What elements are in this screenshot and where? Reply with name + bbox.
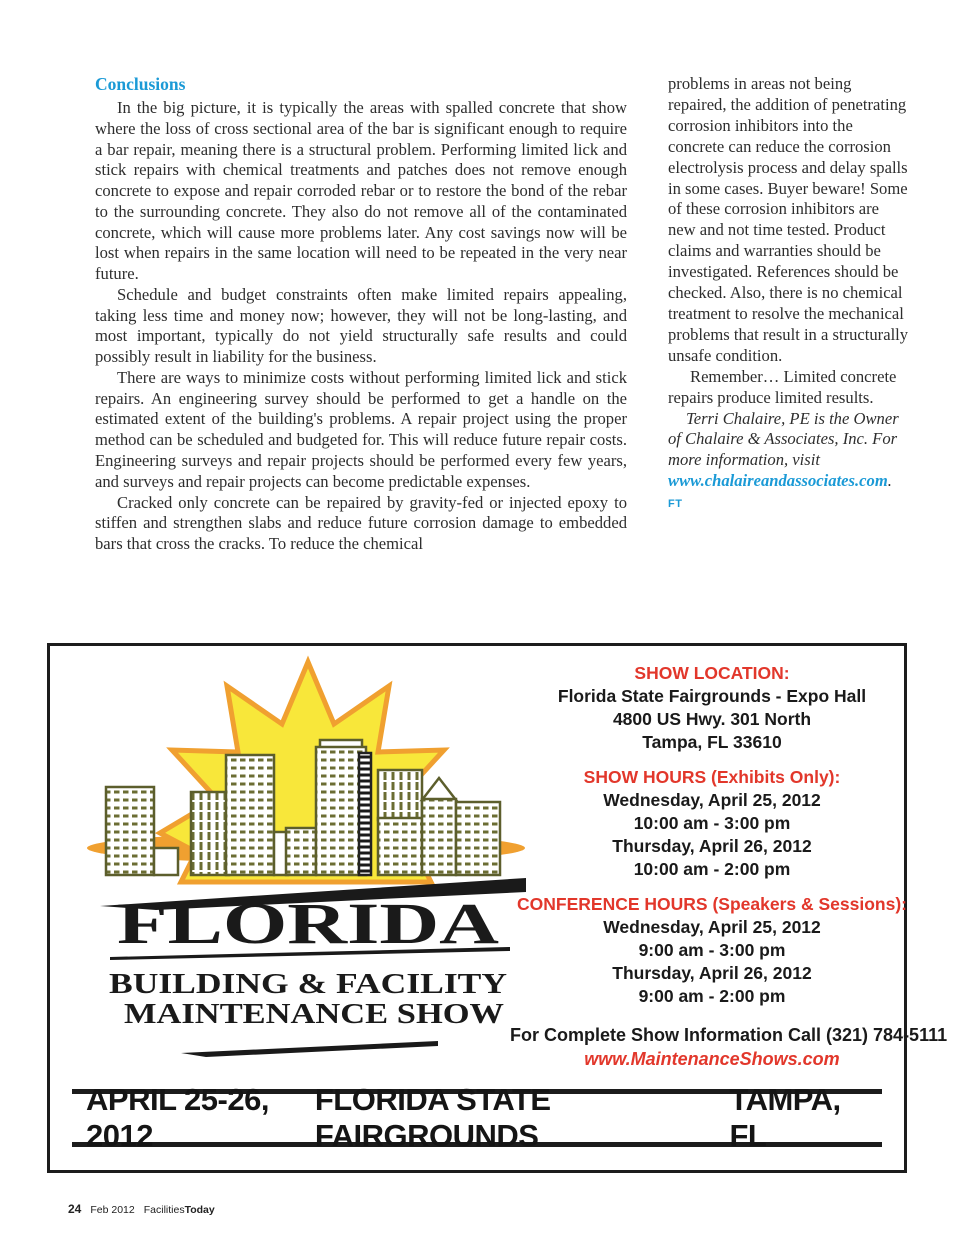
article-paragraph: Schedule and budget constraints often make limited repairs appealing, taking less time and money now; however, they will not be long-lasting, and most important, typically do not yield structurally safe results and could possibly result in liability for the business.	[95, 284, 627, 367]
brand-bold: Today	[184, 1204, 215, 1216]
hours-line: Wednesday, April 25, 2012	[603, 917, 821, 937]
page-footer	[68, 1202, 215, 1216]
logo-building-facility-text: BUILDING & FACILITY	[109, 969, 507, 1000]
florida-show-logo	[86, 652, 526, 1082]
author-website-link[interactable]: www.chalaireandassociates.com	[668, 471, 888, 491]
magazine-brand	[144, 1204, 215, 1216]
article-paragraph: problems in areas not being repaired, the addition of penetrating corrosion inhibitors into the concrete can reduce the corrosion electrolysis process and delay spalls in some cases. Buyer beware! Some of these corrosion inhibitors are new and not time tested. Product claims and warranties should be investigated. References should be checked. Also, there is no chemical treatment to resolve the mechanical problems that result in a structurally unsafe condition.	[668, 74, 909, 365]
logo-florida-text: FLORIDA	[117, 891, 500, 956]
banner-date: APRIL 25-26, 2012	[86, 1082, 269, 1153]
hours-line: 9:00 am - 2:00 pm	[638, 986, 786, 1006]
hours-line: 9:00 am - 3:00 pm	[638, 940, 786, 960]
info-phone-line: For Complete Show Information Call (321) 784-5111	[510, 1025, 948, 1045]
section-heading: Conclusions	[95, 74, 186, 94]
byline-text: Terri Chalaire, PE is the Owner of Chalaire & Associates, Inc. For more information, visit	[668, 408, 899, 470]
article-right-column	[668, 74, 910, 513]
hours-line: 10:00 am - 3:00 pm	[633, 813, 791, 833]
show-location-heading: SHOW LOCATION:	[634, 663, 790, 683]
banner-city: TAMPA, FL	[729, 1082, 841, 1153]
banner-venue: FLORIDA STATE FAIRGROUNDS	[314, 1082, 551, 1153]
venue-line: Florida State Fairgrounds - Expo Hall	[557, 686, 867, 706]
hours-line: 10:00 am - 2:00 pm	[633, 859, 791, 879]
show-website-link[interactable]: www.MaintenanceShows.com	[584, 1049, 840, 1069]
issue-date: Feb 2012	[90, 1204, 135, 1216]
article-end-mark: FT	[668, 498, 683, 511]
byline-period: .	[887, 471, 892, 491]
bottom-swoosh-rule	[181, 1041, 438, 1057]
page-number: 24	[68, 1202, 82, 1216]
conference-hours-heading: CONFERENCE HOURS (Speakers & Sessions):	[517, 894, 907, 914]
show-info-panel	[510, 662, 948, 1071]
hours-line: Thursday, April 26, 2012	[612, 836, 812, 856]
article-paragraph: Cracked only concrete can be repaired by gravity-fed or injected epoxy to stiffen and strengthen slabs and reduce future corrosion damage to embedded bars that cross the cracks. To reduce the chemical	[95, 492, 627, 554]
brand-regular: Facilities	[143, 1204, 185, 1216]
article-paragraph: Remember… Limited concrete repairs produce limited results.	[668, 366, 897, 407]
article-left-column	[95, 74, 627, 555]
logo-maintenance-show-text: MAINTENANCE SHOW	[124, 999, 504, 1030]
city-line: Tampa, FL 33610	[642, 732, 782, 752]
hours-line: Thursday, April 26, 2012	[612, 963, 812, 983]
hours-line: Wednesday, April 25, 2012	[603, 790, 821, 810]
author-byline	[668, 409, 910, 514]
article-paragraph: There are ways to minimize costs without performing limited lick and stick repairs. An engineering survey should be performed to get a handle on the estimated extent of the building's problems. A repair project using the proper method can be scheduled and budgeted for. This will reduce future repair costs. Engineering surveys and repair projects should be performed every few years, and surveys and repair projects can become predictable expenses.	[95, 367, 627, 491]
tradeshow-ad	[47, 643, 948, 1173]
address-line: 4800 US Hwy. 301 North	[612, 709, 812, 729]
article-paragraph: In the big picture, it is typically the areas with spalled concrete that show where the loss of cross sectional area of the bar is significant enough to require a bar repair, meaning there is a structural problem. Performing limited lick and stick repairs with chemical treatments and patches does not remove enough concrete to expose and repair corroded rebar or to restore the bond of the rebar to the surrounding concrete. They also do not remove all of the contaminated concrete, which will cause more problems later. Any cost savings now will be lost when repairs in the same location will need to be repeated in the very near future.	[95, 98, 627, 284]
ad-banner	[72, 1082, 882, 1153]
show-hours-heading: SHOW HOURS (Exhibits Only):	[583, 767, 841, 787]
